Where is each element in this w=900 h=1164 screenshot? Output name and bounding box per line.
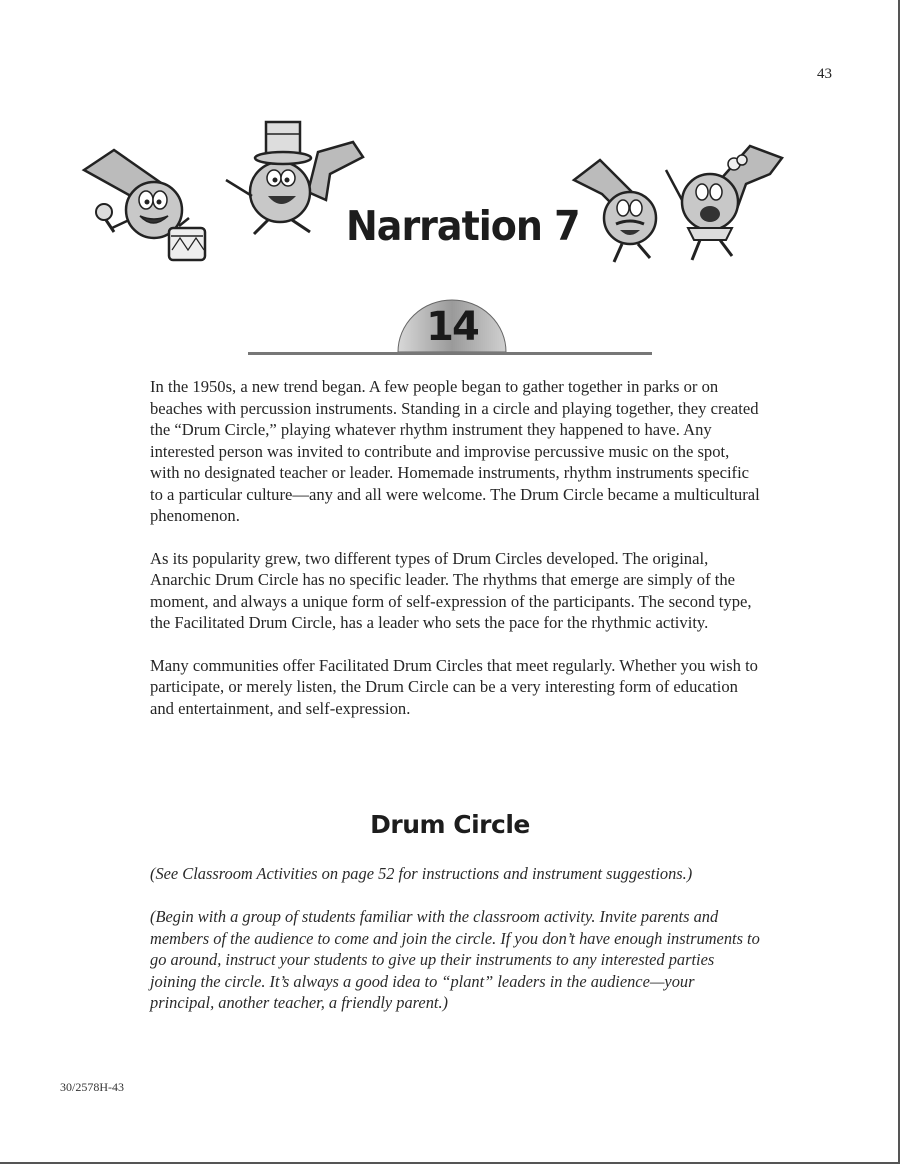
track-number-badge xyxy=(396,298,508,352)
page-title: Narration 7 xyxy=(346,202,580,250)
paragraph: As its popularity grew, two different types of Drum Circles developed. The original, Anarchic Drum Circle has no specific leader. The rhythms that emerge are simply of the moment, and always a unique form of self-expression of the participants. The second type, the Facilitated Drum Circle, has a leader who sets the pace for the rhythmic activity. xyxy=(150,548,752,632)
paragraph: In the 1950s, a new trend began. A few people began to gather together in parks or on beaches with percussion instruments. Standing in a circle and playing together, they created the “Drum Circle,” playing whatever rhythm instrument they happened to have. Any interested person was invited to contribute and improvise percussive music on the spot, with no designated teacher or leader. Homemade instruments, rhythm instruments specific to a particular culture—any and all were welcome. The Drum Circle became a multicultural phenomenon. xyxy=(150,377,760,525)
stage-note: (Begin with a group of students familiar with the classroom activity. Invite parents and members of the audience to come and join the circle. If you don’t have enough instruments to go around, instruct your students to give up their instruments to any interested parties joining the circle. It’s always a good idea to “plant” leaders in the audience—your principal, another teacher, a friendly parent.) xyxy=(150,907,760,1012)
track-number: 14 xyxy=(426,304,478,350)
footer-code: 30/2578H-43 xyxy=(60,1080,124,1094)
section-heading: Drum Circle xyxy=(370,810,530,839)
divider-rule xyxy=(248,352,652,355)
stage-note: (See Classroom Activities on page 52 for instructions and instrument suggestions.) xyxy=(150,864,693,883)
dancing-note-pair-icon xyxy=(570,140,790,268)
page-number: 43 xyxy=(817,66,832,82)
paragraph: Many communities offer Facilitated Drum Circles that meet regularly. Whether you wish to participate, or merely listen, the Drum Circle can be a very interesting form of education and entertainment, and self-expression. xyxy=(150,655,758,718)
note-with-maraca-and-drum-icon xyxy=(74,140,224,265)
narration-body xyxy=(150,376,760,740)
